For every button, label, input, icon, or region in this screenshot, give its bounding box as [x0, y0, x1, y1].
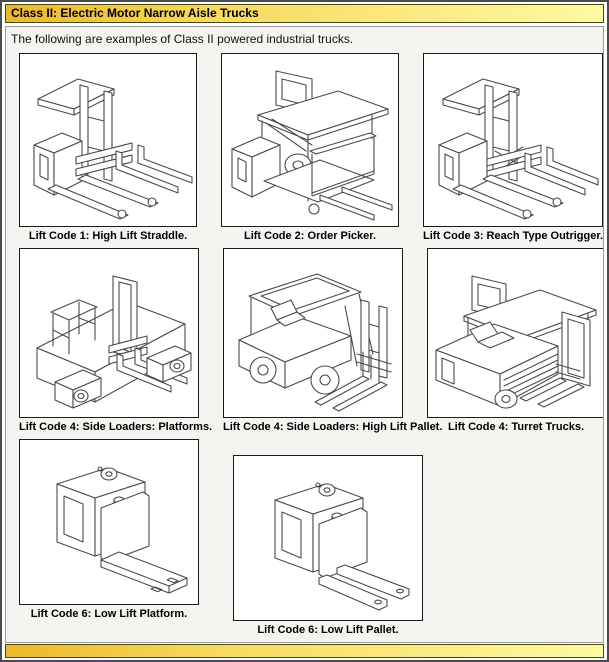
- truck-cell-reach-type-outrigger: [423, 53, 603, 242]
- truck-row-3: [19, 439, 603, 643]
- truck-caption: Lift Code 1: High Lift Straddle.: [28, 230, 188, 242]
- truck-cell-low-lift-platform: [19, 439, 199, 643]
- truck-caption: Lift Code 3: Reach Type Outrigger.: [423, 230, 604, 242]
- truck-caption: Lift Code 4: Side Loaders: Platforms.: [19, 421, 213, 433]
- truck-image-box: [427, 248, 604, 418]
- truck-image-box: [19, 248, 199, 418]
- truck-caption: Lift Code 6: Low Lift Pallet.: [257, 624, 399, 636]
- side-loader-platforms-truck-drawing: [21, 254, 197, 412]
- truck-image-box: [233, 455, 423, 621]
- truck-caption: Lift Code 4: Side Loaders: High Lift Pallet.: [223, 421, 443, 433]
- truck-cell-high-lift-straddle: [19, 53, 197, 242]
- truck-cell-side-loader-high-lift-pallet: [223, 248, 443, 433]
- truck-row-2: [19, 248, 603, 433]
- intro-text: The following are examples of Class II powered industrial trucks.: [11, 32, 354, 46]
- truck-cell-order-picker: [221, 53, 399, 242]
- order-picker-truck-drawing: [222, 59, 398, 221]
- low-lift-platform-truck-drawing: [21, 444, 197, 600]
- truck-image-box: [19, 53, 197, 227]
- truck-caption: Lift Code 2: Order Picker.: [243, 230, 377, 242]
- truck-cell-low-lift-pallet: [233, 455, 423, 636]
- content-area: [5, 26, 604, 643]
- turret-truck-drawing: [428, 254, 604, 412]
- truck-image-box: [221, 53, 399, 227]
- truck-image-box: [19, 439, 199, 605]
- truck-image-box: [423, 53, 603, 227]
- low-lift-pallet-truck-drawing: [235, 460, 421, 616]
- reach-type-outrigger-truck-drawing: [425, 59, 601, 221]
- truck-cell-side-loader-platforms: [19, 248, 213, 433]
- truck-image-box: [223, 248, 403, 418]
- truck-caption: Lift Code 6: Low Lift Platform.: [30, 608, 188, 620]
- high-lift-straddle-truck-drawing: [20, 59, 196, 221]
- truck-row-1: [19, 53, 603, 242]
- truck-caption: Lift Code 4: Turret Trucks.: [447, 421, 585, 433]
- side-loader-high-lift-pallet-truck-drawing: [225, 254, 401, 412]
- footer-bar: [5, 644, 604, 658]
- page-title: Class II: Electric Motor Narrow Aisle Trucks: [5, 4, 604, 23]
- truck-cell-turret-truck: [427, 248, 604, 433]
